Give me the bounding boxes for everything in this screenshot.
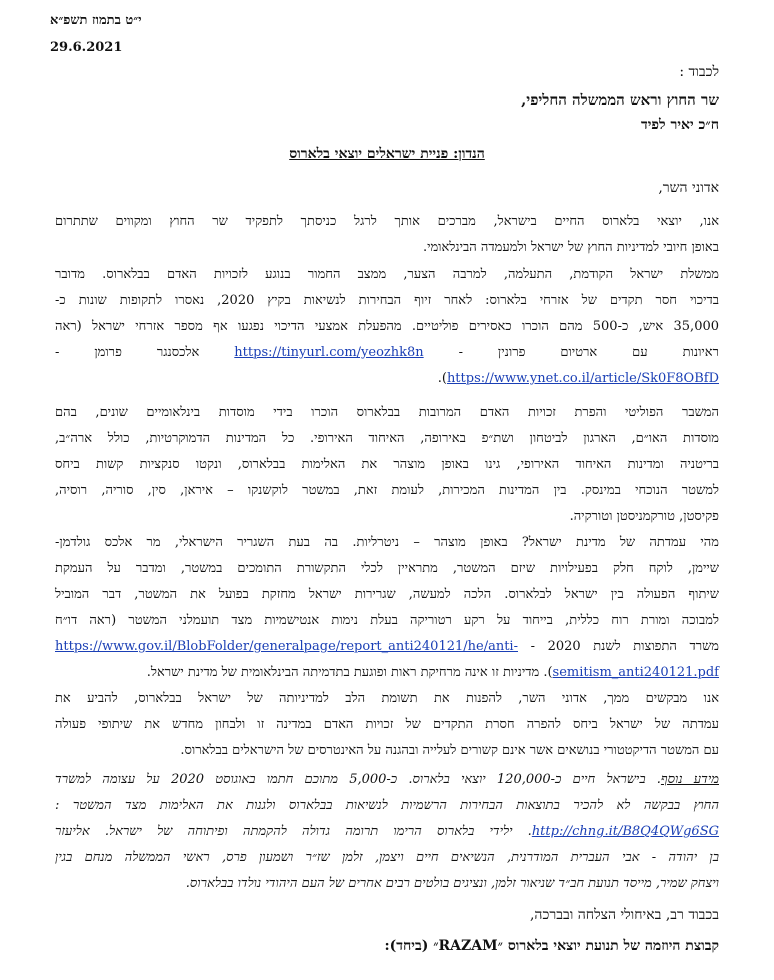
paragraph-greeting bbox=[55, 209, 719, 261]
text-line bbox=[55, 366, 719, 392]
text-segment: ראיונות עם ארטיום פרונין - bbox=[423, 345, 719, 360]
text-line bbox=[55, 660, 719, 686]
text-segment: אלכסנגר פרומן - bbox=[55, 345, 235, 360]
text-line bbox=[55, 767, 719, 793]
letter-date: 29.6.2021 bbox=[50, 40, 123, 55]
interview-link-froman[interactable]: https://www.ynet.co.il/article/Sk0F8OBfD bbox=[446, 371, 719, 386]
text-line: המשבר הפוליטי והפרת זכויות האדם המרובות בבלארוס הוכרו בידי מוסדות בינלאומיים שונים, בהם bbox=[55, 405, 719, 420]
text-line: בדיכוי חסר תקדים של אזרחי בלארוס: לאחר זיוף הבחירות לנשיאות בקיץ 2020, נאסרו לתקופות שונות כ- bbox=[55, 293, 719, 308]
text-line: 35,000 איש, כ-500 מהם הוכרו כאסירים פוליטיים. מהפעלת אמצעי הדיכוי נפגעו אף מספר אזרחי ישראל (ראה bbox=[55, 319, 720, 334]
text-line: שיתוף הפעולה בין ישראל לבלארוס. הלכה למעשה, שגרירות ישראל מחזקת בפועל את המשטר, דבר המוביל bbox=[55, 587, 719, 602]
text-line: באופן חיובי למדיניות החוץ של ישראל ולמעמדה הבינלאומי. bbox=[422, 240, 719, 255]
text-line: עמדתה של ישראל ביחס להפרה חסרת התקדים של זכויות האדם במדינה זו ולבחון מחדש את שיתופי פעולה bbox=[55, 717, 719, 732]
salutation: אדוני השר, bbox=[658, 180, 719, 196]
text-line: החוץ בבקשה לא להכיר בתוצאות הבחירות הרשמיות לנשיאות בבלארוס ולגנות את האלימות מצד המשטר : bbox=[55, 798, 719, 813]
signature-line: קבוצת היוזמה של תנועת יוצאי בלארוס ״RAZAM״ (ביחד): bbox=[384, 938, 719, 954]
text-line bbox=[55, 340, 719, 366]
text-line: מוסדות האו״ם, הארגון לביטחון ושת״פ באירופה, האיחוד האירופי. כל המדינות הדמוקרטיות, כולל ארה״ב, bbox=[55, 431, 719, 446]
paragraph-previous-government bbox=[55, 262, 719, 392]
text-segment: ). מדיניות זו אינה מרחיקת ראות ופוגעת בתדמיתה הבינלאומית של מדינת ישראל. bbox=[146, 665, 553, 680]
text-line: עם המשטר הדיקטטורי בנושאים אשר אינם קשורים לעלייה ובהגנה על האינטרסים של הישראלים בבלארוס. bbox=[180, 743, 719, 758]
text-segment: ). bbox=[437, 371, 447, 386]
to-label: לכבוד : bbox=[679, 64, 719, 80]
paragraph-international-recognition bbox=[55, 400, 719, 530]
text-line: בריטניה ומדינות האיחוד האירופי, גינו באופן מוצהר את האלימות בבלארוס, ונקטו סנקציות קשות ביחס bbox=[55, 457, 719, 472]
recipient-name: ח״כ יאיר לפיד bbox=[641, 117, 719, 133]
paragraph-additional-info bbox=[55, 767, 719, 897]
letter-subject: הנדון: פניית ישראלים יוצאי בלארוס bbox=[289, 146, 485, 162]
petition-link[interactable]: http://chng.it/B8Q4QWg6SG bbox=[531, 824, 719, 839]
text-line: פקיסטן, טורקמניסטן וטורקיה. bbox=[569, 509, 719, 524]
paragraph-request bbox=[55, 686, 719, 764]
recipient-title: שר החוץ וראש הממשלה החליפי, bbox=[521, 91, 719, 109]
text-line: בן יהודה - אבי העברית המודרנית, הנשיאים חיים ויצמן, זלמן שז״ר ושמעון פרס, ראשי הממשלה מנחם בגין bbox=[55, 850, 719, 865]
interview-link-pronin[interactable]: https://tinyurl.com/yeozhk8n bbox=[234, 345, 424, 360]
text-line bbox=[55, 819, 719, 845]
diaspora-report-link-cont[interactable]: semitism_anti240121.pdf bbox=[552, 665, 719, 680]
text-line: ויצחק שמיר, מייסד תנועת חב״ד שניאור זלמן, ונציגים בולטים רבים אחרים של העם היהודי נולדו בבלארוס. bbox=[185, 876, 719, 891]
text-segment: . בישראל חיים כ-120,000 יוצאי בלארוס. כ-5,000 מתוכם חתמו באוגוסט 2020 על עצומה למשרד bbox=[55, 772, 661, 787]
paragraph-israel-position bbox=[55, 530, 719, 686]
hebrew-date: י״ט בתמוז תשפ״א bbox=[50, 13, 142, 28]
text-line: ממשלת ישראל הקודמת, התעלמה, למרבה הצער, ממצב החמור בנוגע לזכויות האדם בבלארוס. מדובר bbox=[55, 267, 719, 282]
additional-info-heading: מידע נוסף bbox=[660, 772, 719, 787]
text-line: אנו, יוצאי בלארוס החיים בישראל, מברכים אותך לרגל כניסתך לתפקיד שר החוץ ומקווים שתתרום bbox=[55, 214, 719, 229]
text-segment: משרד התפוצות לשנת 2020 - bbox=[518, 639, 719, 654]
text-line: שיימן, לוקח חלק בפעילויות שיזם המשטר, מתראיין לכלי התקשורת התומכים במשטר, ומדבר על העמקת bbox=[55, 561, 719, 576]
text-segment: . ילידי בלארוס הרימו תרומה גדולה להקמתה ופיתוחה של ישראל. אליעזר bbox=[55, 824, 532, 839]
diaspora-report-link[interactable]: https://www.gov.il/BlobFolder/generalpage/report_anti240121/he/anti- bbox=[55, 639, 518, 654]
text-line: אנו מבקשים ממך, אדוני השר, להפנות את תשומת הלב למדיניותה של ישראל בבלארוס, להביע את bbox=[55, 691, 719, 706]
text-line: מהי עמדתה של מדינת ישראל? באופן מוצהר – ניטרליות. בה בעת השגריר הישראלי, מר אלכס גולדמן- bbox=[55, 535, 719, 550]
text-line: למשטר הנוכחי במינסק. בין המדינות המכירות, לעומת זאת, במשטר לוקשנקו – איראן, סין, סוריה, רוסיה, bbox=[55, 483, 719, 498]
text-line: למבוכה ומורת רוח כללית, בייחוד על רקע רטוריקה בעלת נימות אנטישמיות מצד תועמלני המשטר (ראה דו״ח bbox=[55, 613, 719, 628]
closing-line: בכבוד רב, באיחולי הצלחה ובברכה, bbox=[529, 907, 719, 923]
text-line bbox=[55, 634, 719, 660]
